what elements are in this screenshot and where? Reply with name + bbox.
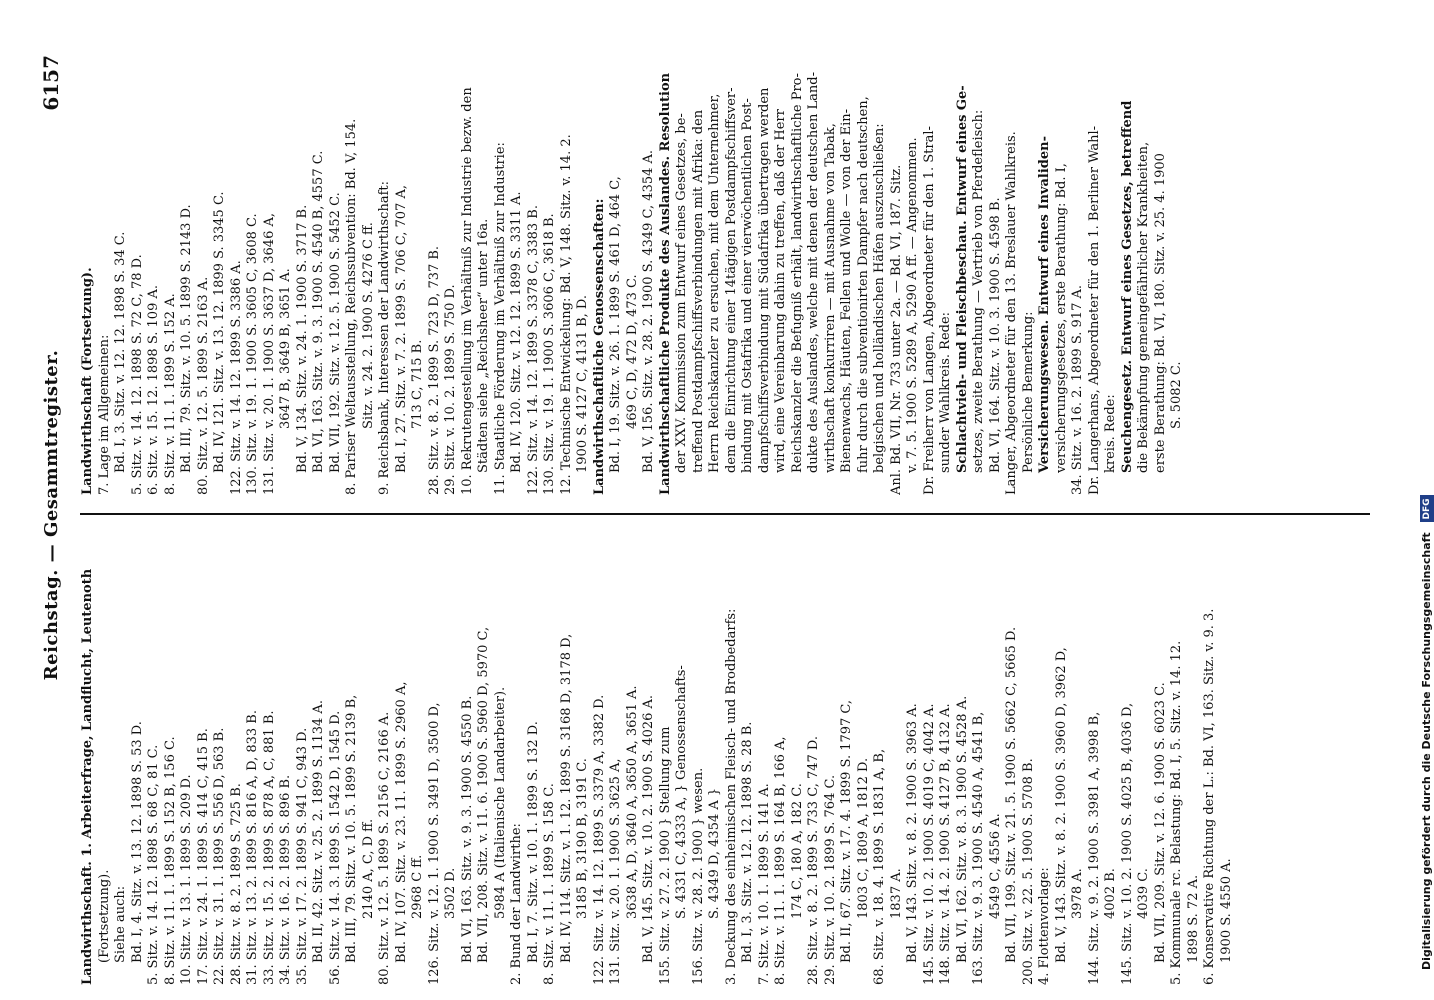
rotated-page-content (0, 45, 1395, 985)
index-line: Dr. Langerhans, Abgeordneter für den 1. Berliner Wahl- (1086, 126, 1102, 495)
index-line: 200. Sitz. v. 22. 5. 1900 S. 5708 B. (1020, 758, 1036, 985)
index-line: Bd. VI, 162. Sitz. v. 8. 3. 1900 S. 4528 A. (954, 695, 970, 963)
index-line: 80. Sitz. v. 12. 5. 1899 S. 2163 A. (195, 276, 211, 495)
index-line: S. 4331 C, 4333 A, } Genossenschafts- (674, 665, 689, 919)
index-line: 131. Sitz. v. 20. 1. 1900 S. 3625 A, (608, 758, 623, 985)
index-line: 10. Rekrutengestellung im Verhältniß zur Industrie bezw. den (459, 87, 475, 495)
index-line: (Fortsetzung). (96, 869, 112, 963)
index-line: 144. Sitz. v. 9. 2. 1900 S. 3981 A, 3998 B, (1086, 711, 1102, 985)
index-line: setzes, zweite Berathung — Vertrieb von Pferdefleisch: (971, 109, 986, 473)
index-line: 2140 A, C, D ff. (360, 818, 376, 919)
index-line: 130. Sitz. v. 19. 1. 1900 S. 3605 C, 3608 C. (245, 213, 260, 495)
index-line: Bd. VII, 209. Sitz. v. 12. 6. 1900 S. 6023 C. (1152, 682, 1168, 963)
index-line: 6. Sitz. v. 15. 12. 1898 S. 109 A. (146, 284, 161, 495)
index-line: 3647 B, 3649 B, 3651 A. (278, 268, 293, 429)
index-line: Reichskanzler die Befugniß erhält, landwirthschaftliche Pro- (789, 73, 805, 473)
index-line: 7. Sitz. v. 10. 1. 1899 S. 141 A. (756, 783, 772, 985)
index-line: 1803 C, 1809 A, 1812 D. (855, 757, 871, 919)
index-line: Bd. V, 143. Sitz. v. 8. 2. 1900 S. 3963 A. (905, 703, 920, 963)
index-line: Bd. II, 42. Sitz. v. 25. 2. 1899 S. 1134 A. (311, 700, 326, 963)
index-line: Seuchengesetz. Entwurf eines Gesetzes, betreffend (1119, 100, 1135, 473)
index-line: treffend Postdampfschiffsverbindungen mit Afrika: den (690, 109, 706, 473)
index-line: S. 4349 D, 4354 A } (707, 787, 722, 919)
index-line: 3. Deckung des einheimischen Fleisch- und Brodbedarfs: (723, 608, 739, 985)
index-line: 3502 D. (443, 867, 458, 919)
index-line: 122. Sitz. v. 14. 12. 1899 S. 3378 C, 3383 B. (525, 205, 541, 495)
index-line: wirthschaft konkurriren — mit Ausnahme von Tabak, (822, 123, 838, 473)
index-line: Anl. Bd. VII, Nr. 733 unter 2a. — Bd. VI, 187. Sitz. (888, 164, 904, 495)
running-title: Reichstag. — Gesammtregister. (41, 349, 62, 681)
index-line: 4039 C. (1136, 868, 1151, 919)
index-line: 33. Sitz. v. 15. 2. 1899 S. 878 A, C, 881 B. (261, 710, 277, 985)
index-line: 122. Sitz. v. 14. 12. 1899 S. 3386 A. (228, 260, 244, 495)
index-line: dukte des Auslandes, welche mit denen der deutschen Land- (806, 72, 821, 473)
index-line: 163. Sitz. v. 9. 3. 1900 S. 4540 A, 4541 B, (971, 711, 986, 985)
index-line: 2. Bund der Landwirthe: (509, 823, 524, 985)
index-line: 8. Sitz. v. 11. 1. 1899 S. 164 B, 166 A, (773, 736, 788, 985)
index-line: 2968 C ff. (410, 854, 425, 919)
index-line: Bd. VI, 163. Sitz. v. 9. 3. 1900 S. 4540 B, 4557 C. (311, 150, 326, 473)
index-line: Bd. V, 134. Sitz. v. 24. 1. 1900 S. 3717 B. (294, 204, 310, 473)
index-line: Bd. I, 7. Sitz. v. 10. 1. 1899 S. 132 D. (525, 721, 541, 963)
index-line: 56. Sitz. v. 14. 3. 1899 S. 1542 D, 1545 D. (327, 710, 343, 985)
index-line: bindung mit Ostafrika und einer vierwöchentlichen Post- (740, 98, 755, 473)
index-line: Bd. IV, 114. Sitz. v. 1. 12. 1899 S. 3168 D, 3178 D, (558, 633, 574, 963)
index-line: Bd. VII, 199. Sitz. v. 21. 5. 1900 S. 5662 C, 5665 D. (1004, 626, 1019, 963)
index-line: 28. Sitz. v. 8. 2. 1899 S. 733 C, 747 D. (806, 736, 821, 985)
index-line: Bd. VII, 192. Sitz. v. 12. 5. 1900 S. 5452 C. (327, 192, 343, 473)
index-line: Versicherungswesen. Entwurf eines Invaliden- (1037, 136, 1052, 473)
index-line: Bd. IV, 120. Sitz. v. 12. 12. 1899 S. 3311 A. (509, 191, 524, 473)
index-line: 29. Sitz. v. 10. 2. 1899 S. 764 C. (822, 774, 838, 985)
index-line: 8. Pariser Weltausstellung, Reichssubvention: Bd. V, 154. (344, 118, 359, 495)
index-line: 8. Sitz. v. 11. 1. 1899 S. 158 C. (542, 783, 557, 985)
index-line: Bd. IV, 121. Sitz. v. 13. 12. 1899 S. 3345 C. (212, 191, 227, 473)
index-line: dampfschiffsverbindung mit Südafrika übertragen werden (756, 87, 772, 473)
index-line: Bd. V, 143. Sitz. v. 8. 2. 1900 S. 3960 D, 3962 D, (1053, 647, 1069, 963)
index-line: 3185 B, 3190 B, 3191 C. (575, 758, 590, 919)
index-line: 122. Sitz. v. 14. 12. 1899 S. 3379 A, 3382 D. (591, 694, 607, 985)
index-line: Bienenwachs, Häuten, Fellen und Wolle — von der Ein- (839, 108, 854, 473)
index-line: 3978 A. (1070, 868, 1085, 919)
index-line: 34. Sitz. v. 16. 2. 1899 S. 896 B. (278, 774, 293, 985)
index-line: kreis. Rede: (1103, 394, 1118, 473)
index-line: Bd. VI, 163. Sitz. v. 9. 3. 1900 S. 4550 B. (459, 695, 475, 963)
index-line: 4002 B. (1103, 868, 1118, 919)
index-line: sunder Wahlkreis. Rede: (938, 311, 953, 473)
credit-text: Digitalisierung gefördert durch die Deutsche Forschungsgemeinschaft (1420, 532, 1433, 970)
index-line: Persönliche Bemerkung: (1020, 311, 1036, 473)
index-line: 35. Sitz. v. 17. 2. 1899 S. 941 C, 943 D. (294, 727, 310, 985)
index-line: 5. Sitz. v. 14. 12. 1898 S. 68 C, 81 C. (146, 744, 161, 985)
index-line: 68. Sitz. v. 18. 4. 1899 S. 1831 A, B, (872, 748, 887, 985)
index-line: Schlachtvieh- und Fleischbeschau. Entwurf eines Ge- (954, 85, 970, 473)
index-line: wird, eine Vereinbarung dahin zu treffen, daß der Herr (773, 109, 788, 473)
index-line: 5. Sitz. v. 14. 12. 1898 S. 72 C, 78 D. (129, 254, 145, 495)
index-line: Siehe auch: (113, 885, 128, 963)
index-line: 8. Sitz. v. 11. 1. 1899 S. 152 A. (162, 293, 178, 495)
index-line: 4. Flottenvorlage: (1037, 867, 1052, 985)
right-column (80, 45, 1385, 495)
index-line: Herrn Reichskanzler zu ersuchen, mit dem Unternehmer, (707, 93, 722, 473)
index-line: 34. Sitz. v. 16. 2. 1899 S. 917 A. (1070, 284, 1085, 495)
index-line: 28. Sitz. v. 8. 2. 1899 S. 723 D, 737 B. (426, 245, 442, 495)
index-line: Bd. I, 3. Sitz. v. 12. 12. 1898 S. 34 C. (113, 231, 128, 473)
index-line: fuhr durch die subventionirten Dampfer nach deutschen, (855, 96, 871, 473)
index-line: 7. Lage im Allgemeinen: (96, 334, 112, 495)
index-line: Bd. III, 79. Sitz. v. 10. 5. 1899 S. 2143 D. (179, 204, 194, 473)
index-line: 8. Sitz. v. 11. 1. 1899 S. 152 B, 156 C. (162, 736, 178, 985)
index-line: 1900 S. 4550 A. (1218, 858, 1234, 963)
dfg-logo: DFG (1420, 495, 1434, 522)
digitization-credit (1408, 0, 1434, 1000)
index-line: S. 5082 C. (1169, 361, 1184, 429)
index-line: dem die Einrichtung einer 14tägigen Postdampfschiffsver- (723, 87, 739, 473)
index-line: die Bekämpfung gemeingefährlicher Krankheiten, (1136, 141, 1151, 473)
index-line: Landwirthschaftliche Produkte des Auslandes. Resolution (657, 72, 673, 495)
index-line: 156. Sitz. v. 28. 2. 1900 } wesen. (690, 767, 706, 985)
index-line: 12. Technische Entwickelung: Bd. V, 148. Sitz. v. 14. 2. (558, 134, 574, 495)
index-line: 4549 C, 4556 A. (987, 813, 1003, 919)
index-line: Städten siehe „Reichsheer“ unter 16a. (476, 218, 491, 473)
index-line: 31. Sitz. v. 13. 2. 1899 S. 816 A, D, 833 B. (245, 710, 260, 985)
index-line: v. 7. 5. 1900 S. 5289 A, 5290 A ff. — Angenommen. (905, 137, 920, 473)
index-line: Bd. I, 3. Sitz. v. 12. 12. 1898 S. 28 B. (740, 721, 755, 963)
index-line: Bd. I, 19. Sitz. v. 26. 1. 1899 S. 461 D, 464 C, (608, 176, 623, 473)
page-number: 6157 (39, 55, 63, 111)
index-line: 5984 A (Italienische Landarbeiter). (492, 686, 508, 919)
index-line: 5. Kommunale rc. Belastung: Bd. I, 5. Sitz. v. 14. 12. (1169, 640, 1184, 985)
index-line: 126. Sitz. v. 12. 1. 1900 S. 3491 D, 3500 D, (426, 702, 442, 985)
index-line: 80. Sitz. v. 12. 5. 1899 S. 2156 C, 2166 A. (377, 711, 392, 985)
index-line: Langer, Abgeordneter für den 13. Breslauer Wahlkreis. (1004, 131, 1019, 495)
index-line: 1898 S. 72 A. (1185, 874, 1201, 963)
index-line: 469 C, D, 472 D, 473 C. (624, 274, 640, 429)
index-line: Bd. II, 67. Sitz. v. 17. 4. 1899 S. 1797 C, (839, 699, 854, 963)
index-line: Landwirthschaftliche Genossenschaften: (591, 198, 607, 495)
index-line: 29. Sitz. v. 10. 2. 1899 S. 750 D. (443, 284, 458, 495)
index-line: 9. Reichsbank, Interessen der Landwirthschaft: (377, 181, 392, 495)
index-line: Landwirthschaft (Fortsetzung). (80, 267, 95, 495)
index-line: 145. Sitz. v. 10. 2. 1900 S. 4025 B, 4036 D, (1119, 702, 1135, 985)
index-line: Sitz. v. 24. 2. 1900 S. 4276 C ff. (360, 222, 376, 429)
index-line: Bd. V, 145. Sitz. v. 10. 2. 1900 S. 4026 A. (641, 694, 656, 963)
index-line: Bd. VII, 208. Sitz. v. 11. 6. 1900 S. 5960 D, 5970 C, (476, 626, 491, 963)
index-line: belgischen und holländischen Häfen auszuschließen: (872, 123, 887, 473)
index-line: 1900 S. 4127 C, 4131 B, D. (575, 294, 590, 473)
page-header (35, 45, 75, 985)
index-line: Bd. III, 79. Sitz. v. 10. 5. 1899 S. 2139 B, (344, 694, 359, 963)
index-line: 22. Sitz. v. 31. 1. 1899 S. 556 D, 563 B. (212, 727, 227, 985)
index-line: 6. Konservative Richtung der L.: Bd. VI, 163. Sitz. v. 9. 3. (1202, 608, 1217, 985)
index-line: 174 C, 180 A, 182 C. (789, 783, 805, 919)
index-line: 11. Staatliche Förderung im Verhältniß zur Industrie: (492, 142, 508, 495)
index-line: Bd. V, 156. Sitz. v. 28. 2. 1900 S. 4349 C, 4354 A. (641, 149, 656, 473)
index-line: der XXV. Kommission zum Entwurf eines Gesetzes, be- (674, 113, 689, 473)
index-line: 130. Sitz. v. 19. 1. 1900 S. 3606 C, 3618 B. (542, 213, 557, 495)
index-line: 713 C, 715 B. (410, 339, 425, 429)
index-line: 148. Sitz. v. 14. 2. 1900 S. 4127 B, 4132 A. (938, 703, 953, 985)
index-line: erste Berathung: Bd. VI, 180. Sitz. v. 25. 4. 1900 (1152, 153, 1168, 473)
index-line: 155. Sitz. v. 27. 2. 1900 } Stellung zum (657, 726, 673, 985)
left-column (80, 530, 1385, 985)
index-line: Bd. VI, 164. Sitz. v. 10. 3. 1900 S. 4598 B. (987, 197, 1003, 473)
index-line: Dr. Freiherr von Langen, Abgeordneter für den 1. Stral- (921, 126, 937, 495)
index-line: 1837 A. (888, 868, 904, 919)
index-line: Bd. IV, 107. Sitz. v. 23. 11. 1899 S. 2960 A, (393, 681, 409, 963)
index-line: Bd. I, 4. Sitz. v. 13. 12. 1898 S. 53 D. (129, 721, 145, 963)
column-divider (80, 513, 1370, 515)
index-line: 131. Sitz. v. 20. 1. 1900 S. 3637 D, 3646 A, (261, 213, 277, 495)
index-line: 28. Sitz. v. 8. 2. 1899 S. 725 B. (228, 783, 244, 985)
index-line: Bd. I, 27. Sitz. v. 7. 2. 1899 S. 706 C, 707 A, (393, 185, 409, 473)
index-line: 10. Sitz. v. 13. 1. 1899 S. 209 D. (179, 774, 194, 985)
index-line: 17. Sitz. v. 24. 1. 1899 S. 414 C, 415 B. (195, 728, 211, 985)
index-line: versicherungsgesetzes, erste Berathung: Bd. I, (1053, 163, 1069, 473)
index-line: Landwirthschaft. 1. Arbeiterfrage, Landflucht, Leutenoth (80, 568, 95, 985)
index-line: 3638 A, D, 3640 A, 3650 A, 3651 A. (624, 685, 640, 919)
index-line: 145. Sitz. v. 10. 2. 1900 S. 4019 C, 4042 A. (921, 703, 937, 985)
